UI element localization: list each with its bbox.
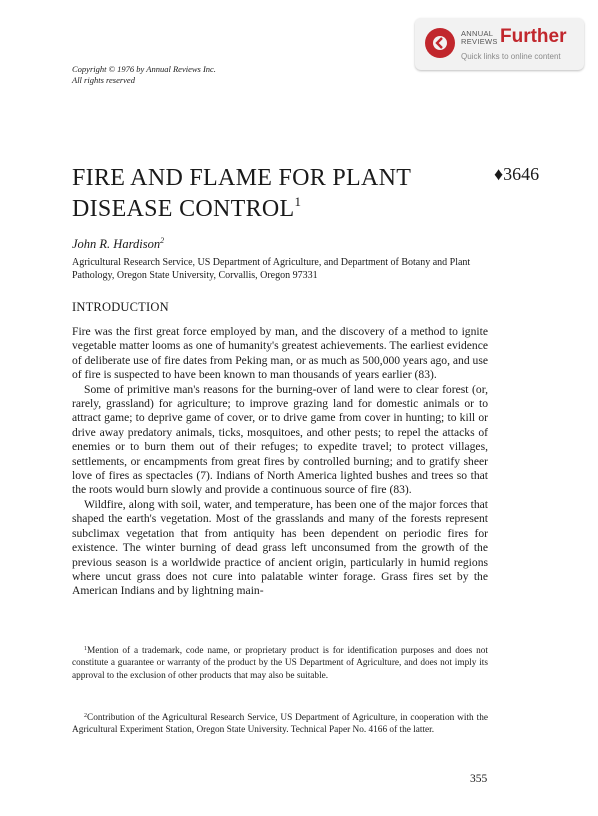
author-name: [72, 237, 164, 252]
further-subtitle: Quick links to online content: [461, 52, 561, 61]
page-number: 355: [470, 773, 488, 785]
title-line-1: FIRE AND FLAME FOR PLANT: [72, 165, 412, 191]
title-line-2: [72, 194, 411, 225]
copyright-line: Copyright © 1976 by Annual Reviews Inc.: [72, 64, 216, 74]
further-badge[interactable]: [415, 18, 584, 70]
paragraph: Fire was the first great force employed by man, and the discovery of a method to ignite vegetable matter looms as one of humanity's greatest achievements. The earliest evidence of deliberate use of fire dates from Peking man, or as much as 500,000 years ago, and use of fire is suspected to have been known to man thousands of years earlier (83).: [72, 325, 488, 382]
rights-line: All rights reserved: [72, 75, 135, 85]
publisher-line-1: ANNUAL: [461, 29, 494, 38]
publisher-logo-text: [461, 30, 501, 46]
paragraph: Some of primitive man's reasons for the burning-over of land were to clear forest (or, rarely, grassland) for agriculture; to improve grazing land for domestic animals or to attract game; to deprive game of cover, or to drive game from cover in hunting; to kill or drive away predatory animals, ticks, mosquitoes, and other pests; to repel the attacks of enemies or to burn them out of their refuges; to expedite travel; to protect villages, settlements, or encampments from great fires by controlled burning; and to gratify sheer love of fires as spectacles (7). Indians of North America lighted bushes and trees so that the roots would burn slowly and provide a continuous source of fire (83).: [72, 382, 488, 497]
section-heading: INTRODUCTION: [72, 300, 169, 314]
author-footnote-mark: 2: [160, 236, 165, 245]
further-label: Further: [500, 26, 567, 47]
footnote-mark: 2: [84, 713, 87, 719]
footnote-2: [72, 712, 488, 737]
footnote-mark: 1: [84, 646, 87, 652]
article-title: [72, 163, 411, 225]
body-text: [72, 325, 488, 599]
title-line-2-text: DISEASE CONTROL: [72, 196, 295, 222]
title-footnote-mark: 1: [294, 194, 302, 209]
publisher-line-2: REVIEWS: [461, 37, 498, 46]
arrow-icon: [425, 28, 455, 58]
footnote-1: [72, 645, 488, 682]
author-name-text: John R. Hardison: [72, 237, 161, 251]
author-affiliation: Agricultural Research Service, US Department of Agriculture, and Department of Botany and Plant Pathology, Oregon State University, Corvallis, Oregon 97331: [72, 257, 471, 281]
footnote-text: Contribution of the Agricultural Research Service, US Department of Agriculture, in cooperation with the Agricultural Experiment Station, Oregon State University. Technical Paper No. 4166 of the latter.: [72, 713, 488, 736]
copyright-notice: [72, 64, 216, 86]
paragraph: Wildfire, along with soil, water, and temperature, has been one of the major forces that shaped the earth's vegetation. Most of the grasslands and many of the forests represent subclimax vegetation that from antiquity has been dependent on periodic fires for existence. The winter burning of dead grass left unconsumed from the growth of the previous season is a worldwide practice of ancient origin, particularly in humid regions where uncut grass does not cure into palatable winter forage. Grass fires set by the American Indians and by lightning main-: [72, 497, 488, 598]
footnote-text: Mention of a trademark, code name, or proprietary product is for identification purposes and does not constitute a guarantee or warranty of the product by the US Department of Agriculture, and does not imply its approval to the exclusion of other products that may also be suitable.: [72, 646, 488, 681]
catalog-number: ♦3646: [494, 164, 540, 184]
